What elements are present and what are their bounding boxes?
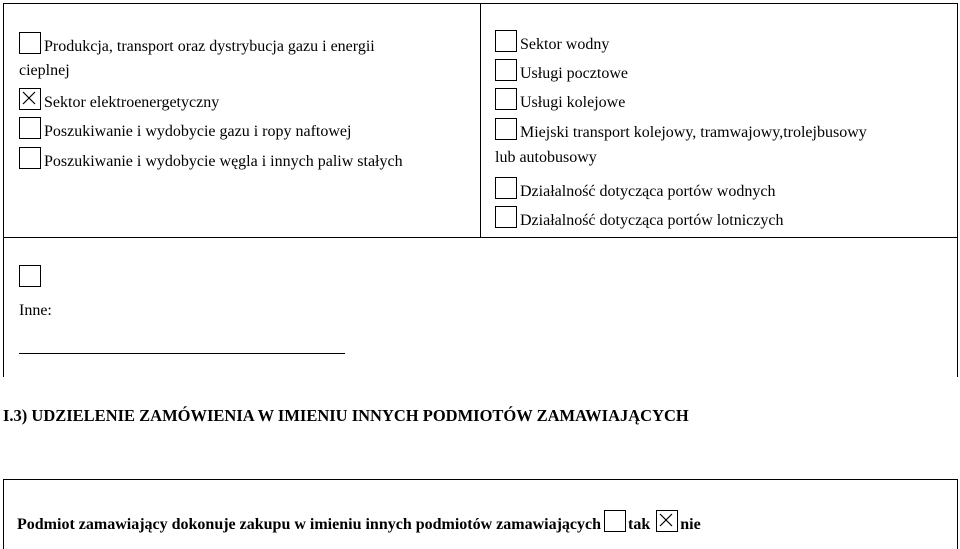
- option-label-cont: lub autobusowy: [495, 149, 597, 166]
- checkbox-postal[interactable]: [495, 59, 517, 81]
- sector-option-oil-gas-extraction: [19, 117, 351, 142]
- no-label: nie: [680, 516, 701, 533]
- sector-option-water-ports: [495, 177, 775, 202]
- checkbox-water-ports[interactable]: [495, 177, 517, 199]
- sector-option-gas-energy-cont: [19, 61, 70, 81]
- sector-option-coal-extraction: [19, 147, 403, 172]
- section-heading: I.3) UDZIELENIE ZAMÓWIENIA W IMIENIU INNYCH PODMIOTÓW ZAMAWIAJĄCYCH: [3, 406, 689, 425]
- sector-option-gas-energy: [19, 32, 375, 57]
- option-label: Usługi pocztowe: [520, 65, 628, 82]
- option-label: Usługi kolejowe: [520, 94, 626, 111]
- checkbox-airports[interactable]: [495, 206, 517, 228]
- sector-option-urban-transport-cont: [495, 148, 597, 168]
- question-text: Podmiot zamawiający dokonuje zakupu w imieniu innych podmiotów zamawiających: [17, 516, 602, 533]
- other-input-rule: [19, 353, 345, 354]
- checkbox-other[interactable]: [19, 265, 41, 287]
- checkbox-urban-transport[interactable]: [495, 118, 517, 140]
- checkbox-gas-energy[interactable]: [19, 32, 41, 54]
- question-row: [17, 510, 701, 535]
- option-label: Poszukiwanie i wydobycie węgla i innych paliw stałych: [44, 153, 403, 170]
- option-label: Poszukiwanie i wydobycie gazu i ropy naftowej: [44, 123, 352, 140]
- checkbox-coal-extraction[interactable]: [19, 147, 41, 169]
- sector-option-electricity: [19, 88, 219, 113]
- checkbox-no[interactable]: [656, 510, 678, 532]
- other-input[interactable]: [19, 333, 345, 353]
- checkbox-water[interactable]: [495, 30, 517, 52]
- checkbox-railway[interactable]: [495, 88, 517, 110]
- sector-option-urban-transport: [495, 118, 867, 143]
- option-label: Sektor elektroenergetyczny: [44, 94, 220, 111]
- option-label: Działalność dotycząca portów lotniczych: [520, 212, 784, 229]
- sector-option-water: [495, 30, 609, 55]
- other-section-frame: [3, 237, 958, 377]
- checkbox-yes[interactable]: [604, 510, 626, 532]
- other-label: Inne:: [19, 302, 52, 319]
- checkbox-electricity[interactable]: [19, 88, 41, 110]
- sector-option-postal: [495, 59, 628, 84]
- option-label: Miejski transport kolejowy, tramwajowy,trolejbusowy: [520, 124, 867, 141]
- yes-label: tak: [628, 516, 651, 533]
- option-label-cont: cieplnej: [19, 62, 70, 79]
- option-label: Działalność dotycząca portów wodnych: [520, 183, 776, 200]
- option-label: Sektor wodny: [520, 36, 610, 53]
- sector-option-railway: [495, 88, 625, 113]
- other-checkbox-row: [19, 265, 44, 290]
- option-label: Produkcja, transport oraz dystrybucja gazu i energii: [44, 38, 375, 55]
- sector-option-airports: [495, 206, 783, 231]
- checkbox-oil-gas-extraction[interactable]: [19, 117, 41, 139]
